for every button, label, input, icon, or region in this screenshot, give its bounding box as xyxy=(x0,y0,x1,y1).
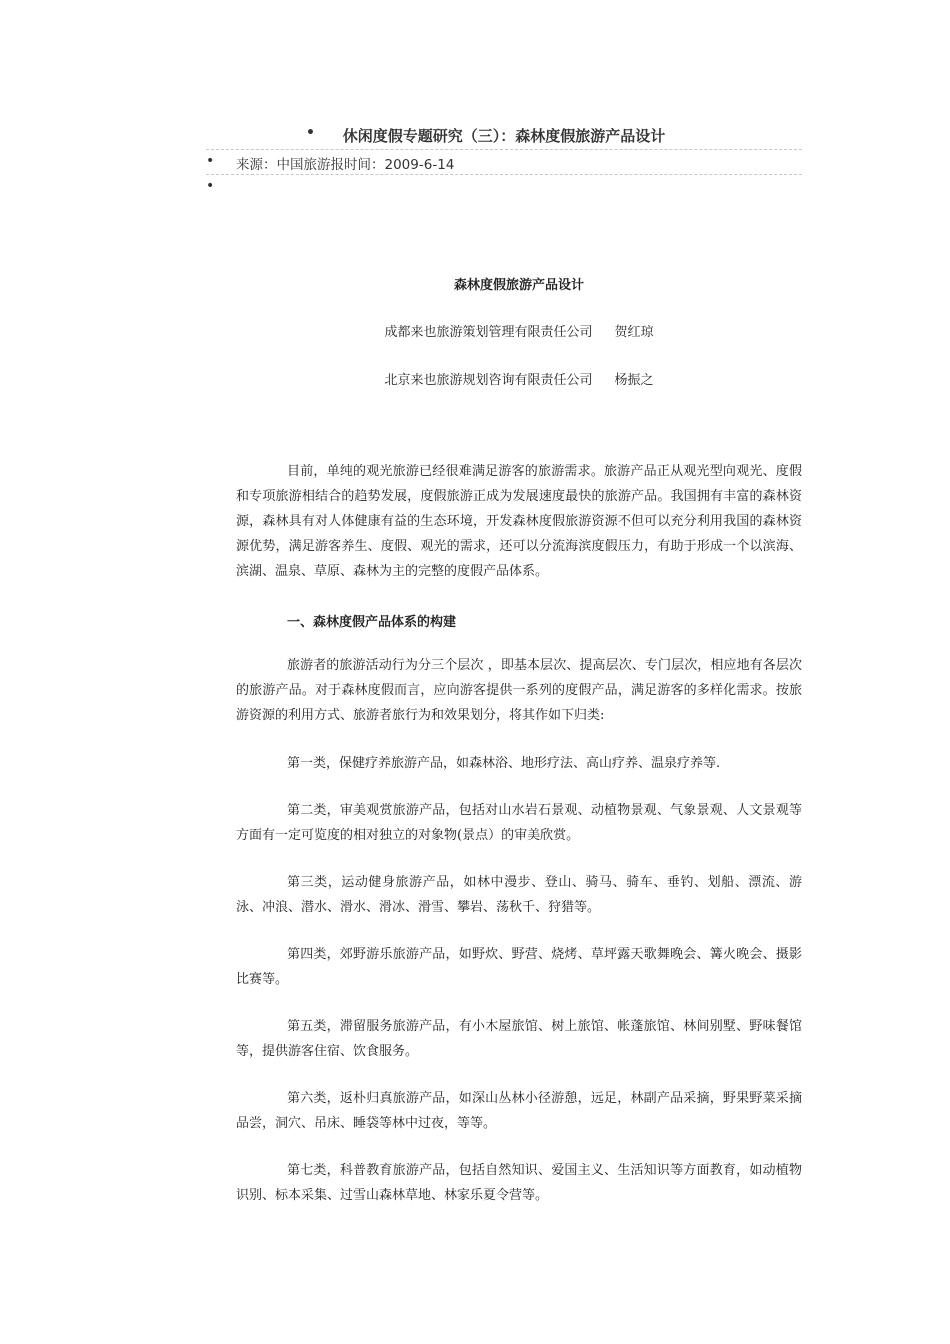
page-title[interactable]: 休闲度假专题研究（三）：森林度假旅游产品设计 xyxy=(342,127,666,145)
category-paragraph: 第一类，保健疗养旅游产品，如森林浴、地形疗法、高山疗养、温泉疗养等. xyxy=(287,756,721,771)
bullet-icon: • xyxy=(206,153,215,169)
author-line xyxy=(236,321,802,340)
author-name: 贺红琼 xyxy=(614,325,654,340)
category-paragraph: 第六类，返朴归真旅游产品，如深山丛林小径游憩，远足，林副产品采摘，野果野菜采摘品尝，洞穴、吊床、睡袋等林中过夜，等等。 xyxy=(236,1091,802,1131)
article-list-item-title[interactable] xyxy=(206,125,802,146)
author-org: 成都来也旅游策划管理有限责任公司 xyxy=(384,325,593,340)
category-paragraph: 第四类，郊野游乐旅游产品，如野炊、野营、烧烤、草坪露天歌舞晚会、篝火晚会、摄影比赛等。 xyxy=(236,947,802,987)
author-line xyxy=(236,369,802,388)
category-paragraph: 第三类，运动健身旅游产品，如林中漫步、登山、骑马、骑车、垂钓、划船、漂流、游泳、冲浪、潜水、滑水、滑冰、滑雪、攀岩、荡秋千、狩猎等。 xyxy=(236,875,802,915)
article-title: 森林度假旅游产品设计 xyxy=(453,278,584,293)
divider xyxy=(206,174,802,175)
bullet-icon: • xyxy=(206,178,215,194)
divider xyxy=(206,149,802,150)
category-paragraph: 第二类，审美观赏旅游产品，包括对山水岩石景观、动植物景观、气象景观、人文景观等方面有一定可览度的相对独立的对象物(景点）的审美欣赏。 xyxy=(236,803,802,843)
section-heading: 一、森林度假产品体系的构建 xyxy=(287,615,457,630)
source-line: 来源：中国旅游报时间：2009-6-14 xyxy=(236,157,455,173)
category-paragraph: 第七类，科普教育旅游产品，包括自然知识、爱国主义、生活知识等方面教育，如动植物识别、标本采集、过雪山森林草地、林家乐夏令营等。 xyxy=(236,1163,802,1203)
author-name: 杨振之 xyxy=(614,373,654,388)
author-org: 北京来也旅游规划咨询有限责任公司 xyxy=(384,373,593,388)
category-paragraph: 第五类，滞留服务旅游产品，有小木屋旅馆、树上旅馆、帐蓬旅馆、林间别墅、野味餐馆等，提供游客住宿、饮食服务。 xyxy=(236,1019,802,1059)
intro-paragraph: 目前，单纯的观光旅游已经很难满足游客的旅游需求。旅游产品正从观光型向观光、度假和专项旅游相结合的趋势发展，度假旅游正成为发展速度最快的旅游产品。我国拥有丰富的森林资源，森林具有对人体健康有益的生态环境，开发森林度假旅游资源不但可以充分利用我国的森林资源优势，满足游客养生、度假、观光的需求，还可以分流海滨度假压力，有助于形成一个以滨海、滨湖、温泉、草原、森林为主的完整的度假产品体系。 xyxy=(236,464,802,579)
bullet-icon: • xyxy=(306,125,315,141)
section-intro-paragraph: 旅游者的旅游活动行为分三个层次 ，即基本层次、提高层次、专门层次，相应地有各层次的旅游产品。对于森林度假而言，应向游客提供一系列的度假产品，满足游客的多样化需求。按旅游资源的利用方式、旅游者旅行为和效果划分，将其作如下归类: xyxy=(236,658,802,723)
